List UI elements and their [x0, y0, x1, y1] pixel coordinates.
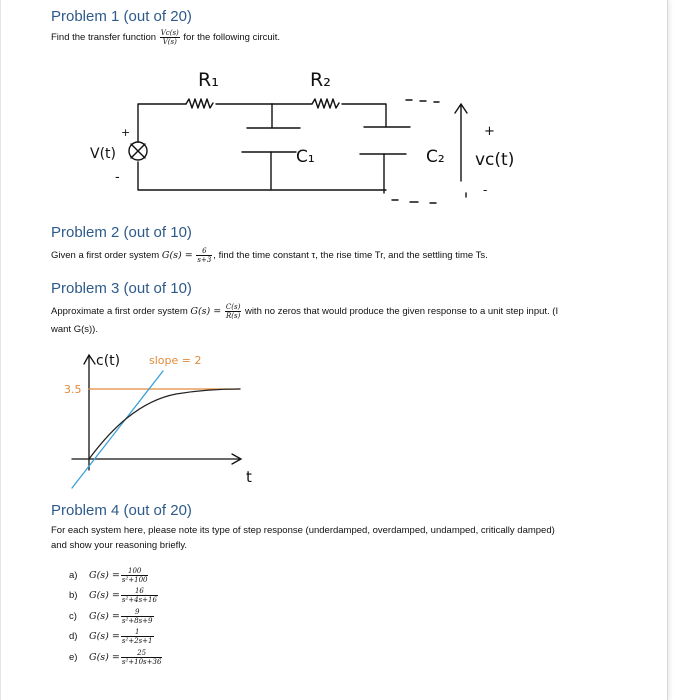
item-label: e) — [69, 651, 78, 663]
problem-2-text — [51, 247, 488, 264]
item-fraction — [121, 567, 149, 584]
frac-numerator: C(s) — [225, 303, 241, 311]
c1-label: C₁ — [296, 147, 315, 167]
problem-3-title: Problem 3 (out of 10) — [51, 280, 192, 297]
item-lhs: G(s) = — [89, 590, 120, 602]
problem-2-g-lhs: G(s) = — [161, 250, 193, 262]
source-minus: - — [115, 170, 120, 185]
slope-annotation: slope = 2 — [149, 354, 202, 367]
r1-label: R₁ — [198, 69, 219, 91]
vc-minus: - — [483, 183, 488, 197]
problem-3-text — [51, 303, 558, 320]
problem-3-text-before: Approximate a first order system — [51, 306, 188, 318]
transfer-fraction — [160, 29, 180, 46]
frac-denominator: V(s) — [162, 38, 177, 46]
final-value-annotation: 3.5 — [64, 383, 82, 396]
item-lhs: G(s) = — [89, 631, 120, 643]
problem-2-fraction — [196, 247, 212, 264]
frac-denominator: s+3 — [197, 256, 212, 264]
frac-denominator: s²+100 — [121, 575, 148, 584]
problem-4-text-line1: For each system here, please note its type of step response (underdamped, overdamped, undamped, critically damped) — [51, 525, 555, 536]
frac-denominator: R(s) — [225, 312, 241, 320]
r2-label: R₂ — [310, 69, 331, 91]
problem-1-text-after: for the following circuit. — [183, 32, 281, 44]
x-axis-label: t — [246, 468, 252, 486]
problem-3-text-after: with no zeros that would produce the given response to a unit step input. (I — [244, 306, 559, 318]
problem-3-text-line2: want G(s)). — [51, 324, 98, 335]
frac-numerator: 6 — [196, 247, 212, 256]
frac-numerator: 16 — [121, 587, 158, 596]
item-label: a) — [69, 569, 78, 581]
source-plus: + — [121, 126, 131, 139]
y-axis-label: c(t) — [96, 353, 121, 369]
problem-2-title: Problem 2 (out of 10) — [51, 224, 192, 241]
problem-3-fraction — [225, 303, 241, 320]
item-lhs: G(s) = — [89, 651, 120, 663]
item-label: b) — [69, 590, 78, 602]
item-lhs: G(s) = — [89, 569, 120, 581]
item-fraction — [121, 608, 154, 625]
frac-numerator: 25 — [121, 649, 163, 658]
problem-2-text-before: Given a first order system — [51, 250, 160, 262]
frac-numerator: 1 — [121, 628, 154, 637]
frac-denominator: s²+8s+9 — [121, 616, 153, 625]
problem-1-text — [51, 29, 280, 46]
item-label: c) — [69, 610, 77, 622]
problem-3-g-lhs: G(s) = — [190, 306, 222, 318]
frac-numerator: 100 — [121, 567, 149, 576]
item-lhs: G(s) = — [89, 610, 120, 622]
frac-numerator: Vc(s) — [160, 29, 179, 37]
c2-label: C₂ — [426, 147, 445, 167]
item-fraction — [121, 587, 158, 604]
frac-denominator: s²+10s+36 — [121, 657, 162, 666]
problem-4-title: Problem 4 (out of 20) — [51, 502, 192, 519]
frac-denominator: s²+4s+16 — [121, 596, 157, 605]
item-label: d) — [69, 631, 78, 643]
system-list — [69, 565, 163, 668]
list-item — [69, 627, 163, 648]
problem-2-text-after: , find the time constant τ, the rise time Tr, and the settling time Ts. — [213, 250, 488, 262]
item-fraction — [121, 628, 154, 645]
problem-1-title: Problem 1 (out of 20) — [51, 8, 192, 25]
list-item — [69, 647, 163, 668]
problem-4-text-line2: and show your reasoning briefly. — [51, 540, 188, 551]
vc-plus: + — [484, 124, 495, 139]
frac-numerator: 9 — [121, 608, 154, 617]
item-fraction — [121, 649, 163, 666]
problem-1-text-before: Find the transfer function — [51, 32, 157, 44]
vc-label: vc(t) — [475, 150, 515, 170]
frac-denominator: s²+2s+1 — [121, 637, 153, 646]
list-item — [69, 606, 163, 627]
list-item — [69, 586, 163, 607]
list-item — [69, 565, 163, 586]
source-label: V(t) — [90, 146, 116, 162]
